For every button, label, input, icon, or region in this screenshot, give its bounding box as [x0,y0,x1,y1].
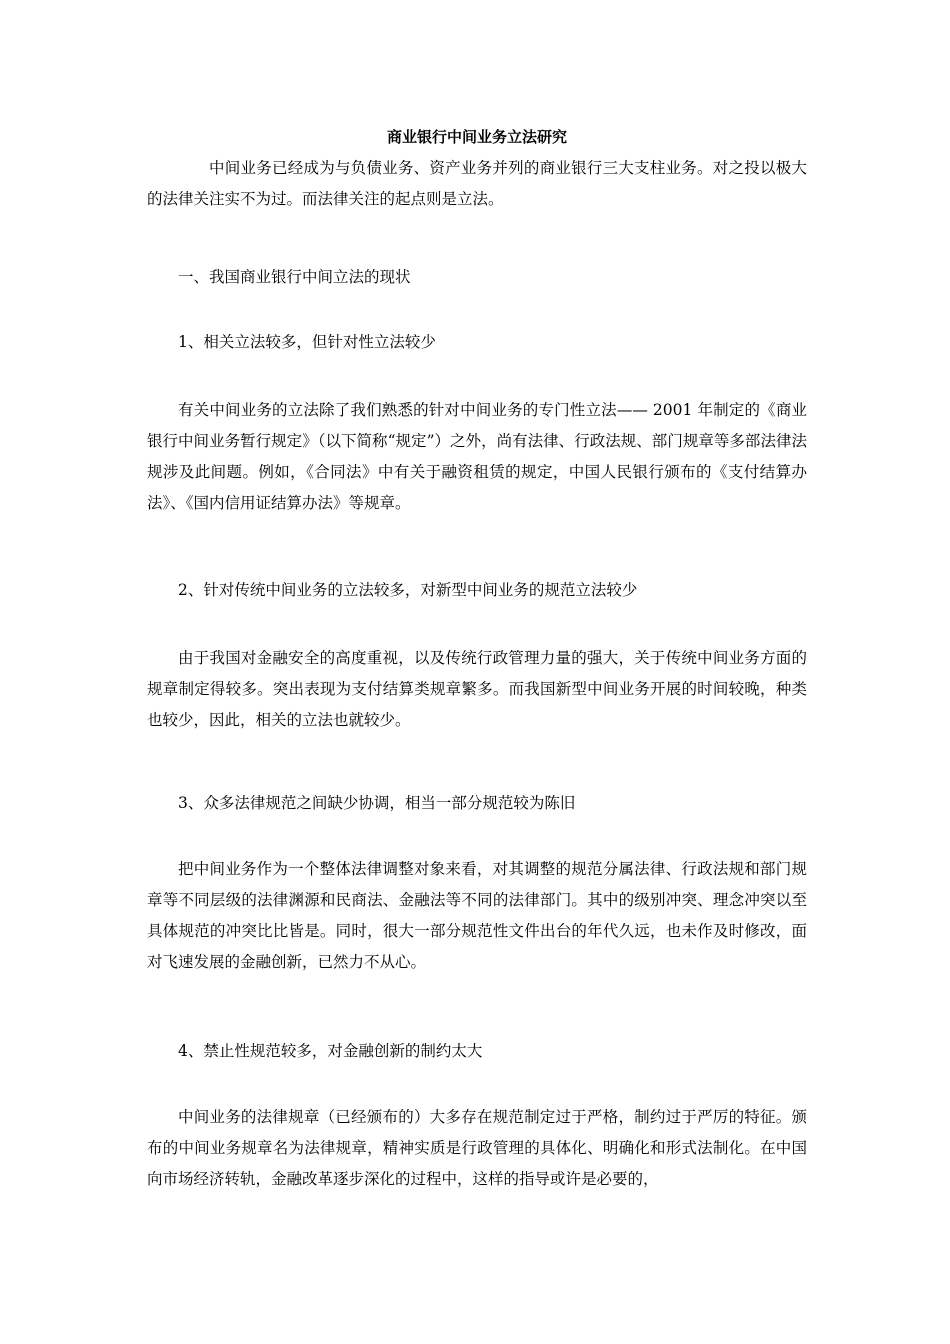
point-paragraph-4: 中间业务的法律规章（已经颁布的）大多存在规范制定过于严格，制约过于严厉的特征。颁布的中间业务规章名为法律规章，精神实质是行政管理的具体化、明确化和形式法制化。在中国向市场经济转轨，金融改革逐步深化的过程中，这样的指导或许是必要的， [147,1108,807,1188]
point-heading-4: 4、禁止性规范较多，对金融创新的制约太大 [178,1042,483,1060]
point-paragraph-3: 把中间业务作为一个整体法律调整对象来看，对其调整的规范分属法律、行政法规和部门规章等不同层级的法律渊源和民商法、金融法等不同的法律部门。其中的级别冲突、理念冲突以至具体规范的冲突比比皆是。同时，很大一部分规范性文件出台的年代久远，也未作及时修改，面对飞速发展的金融创新，已然力不从心。 [147,860,807,971]
point-paragraph-2: 由于我国对金融安全的高度重视，以及传统行政管理力量的强大，关于传统中间业务方面的规章制定得较多。突出表现为支付结算类规章繁多。而我国新型中间业务开展的时间较晚，种类也较少，因此，相关的立法也就较少。 [147,649,807,729]
section-heading-1: 一、我国商业银行中间立法的现状 [178,268,411,286]
document-title: 商业银行中间业务立法研究 [386,128,567,146]
point-heading-1: 1、相关立法较多，但针对性立法较少 [178,333,436,351]
point-heading-2: 2、针对传统中间业务的立法较多，对新型中间业务的规范立法较少 [178,581,638,599]
point-heading-3: 3、众多法律规范之间缺少协调，相当一部分规范较为陈旧 [178,794,576,812]
point-paragraph-1: 有关中间业务的立法除了我们熟悉的针对中间业务的专门性立法—— 2001 年制定的《商业银行中间业务暂行规定》（以下简称“规定”）之外，尚有法律、行政法规、部门规章等多部法律法规涉及此间题。例如，《合同法》中有关于融资租赁的规定，中国人民银行颁布的《支付结算办法》、《国内信用证结算办法》等规章。 [147,401,807,512]
intro-paragraph: 中间业务已经成为与负债业务、资产业务并列的商业银行三大支柱业务。对之投以极大的法律关注实不为过。而法律关注的起点则是立法。 [147,159,807,208]
